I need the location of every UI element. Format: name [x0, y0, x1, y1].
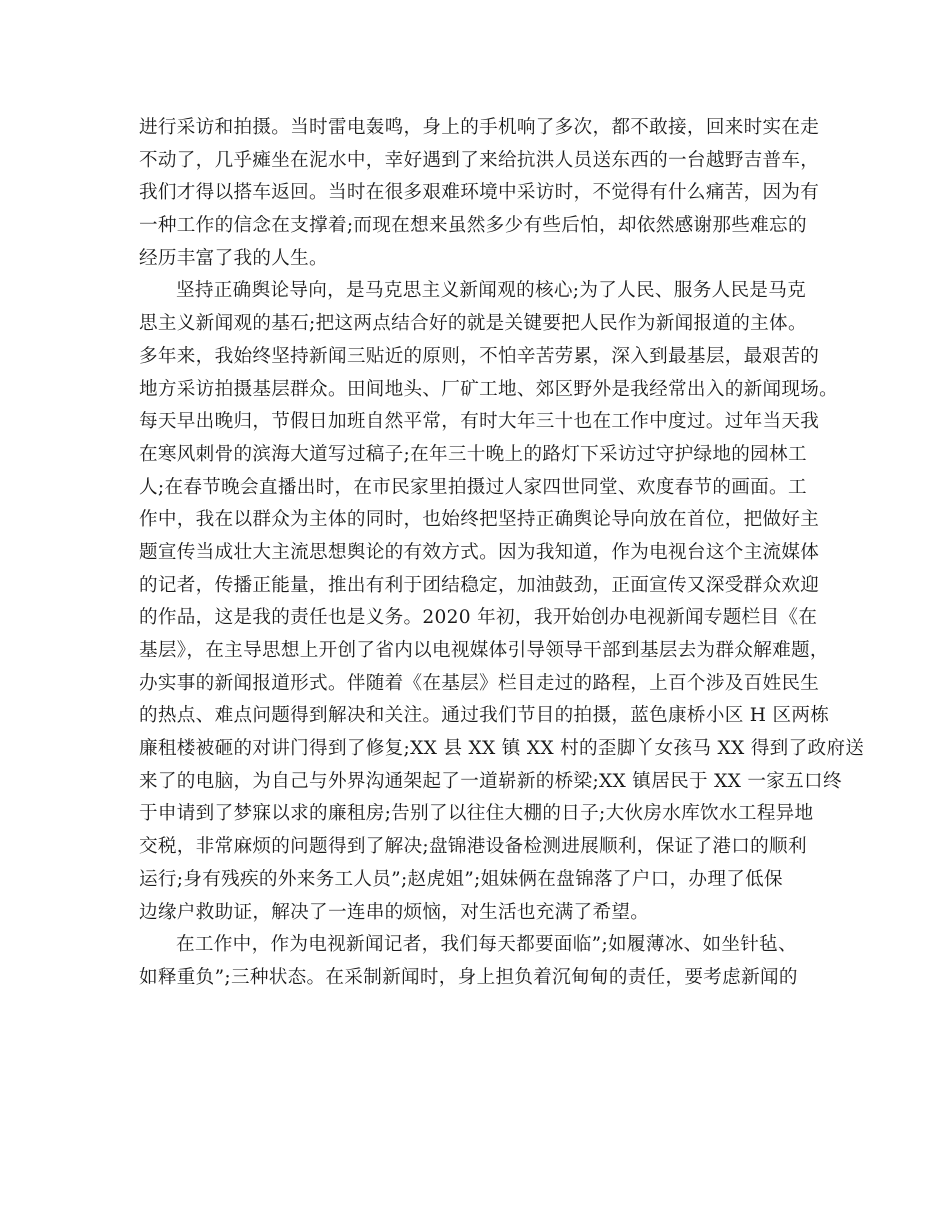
- text-line: 每天早出晚归，节假日加班自然平常，有时大年三十也在工作中度过。过年当天我: [139, 411, 820, 433]
- text-line: 不动了，几乎瘫坐在泥水中，幸好遇到了来给抗洪人员送东西的一台越野吉普车，: [139, 149, 820, 171]
- text-line: 人;在春节晚会直播出时，在市民家里拍摄过人家四世同堂、欢度春节的画面。工: [139, 476, 807, 498]
- text-line: 在寒风刺骨的滨海大道写过稿子;在年三十晚上的路灯下采访过守护绿地的园林工: [139, 443, 807, 465]
- text-line: 的记者，传播正能量，推出有利于团结稳定，加油鼓劲，正面宣传又深受群众欢迎: [139, 574, 820, 596]
- text-line: 我们才得以搭车返回。当时在很多艰难环境中采访时，不觉得有什么痛苦，因为有: [139, 182, 820, 204]
- text-line: 思主义新闻观的基石;把这两点结合好的就是关键要把人民作为新闻报道的主体。: [139, 313, 807, 335]
- text-line: 于申请到了梦寐以求的廉租房;告别了以往住大棚的日子;大伙房水库饮水工程异地: [139, 803, 814, 825]
- paragraph: [139, 929, 815, 994]
- text-line: 来了的电脑，为自己与外界沟通架起了一道崭新的桥梁;XX 镇居民于 XX 一家五口终: [139, 770, 842, 792]
- body-text: [139, 112, 865, 995]
- text-line: 廉租楼被砸的对讲门得到了修复;XX 县 XX 镇 XX 村的歪脚丫女孩马 XX 得到了政府送: [139, 738, 865, 760]
- text-line: 多年来，我始终坚持新闻三贴近的原则，不怕辛苦劳累，深入到最基层，最艰苦的: [139, 345, 820, 367]
- text-line: 经历丰富了我的人生。: [139, 247, 328, 269]
- text-line: 的作品，这是我的责任也是义务。2020 年初，我开始创办电视新闻专题栏目《在: [139, 607, 818, 629]
- text-line: 作中，我在以群众为主体的同时，也始终把坚持正确舆论导向放在首位，把做好主: [139, 509, 820, 531]
- text-line: 如释重负”;三种状态。在采制新闻时，身上担负着沉甸甸的责任，要考虑新闻的: [139, 966, 798, 988]
- text-line: 边缘户救助证，解决了一连串的烦恼，对生活也充满了希望。: [139, 901, 650, 923]
- paragraph: [139, 112, 820, 275]
- text-line: 交税，非常麻烦的问题得到了解决;盘锦港设备检测进展顺利，保证了港口的顺利: [139, 836, 807, 858]
- text-line: 基层》，在主导思想上开创了省内以电视媒体引导领导干部到基层去为群众解难题，: [139, 640, 829, 661]
- text-line: 题宣传当成壮大主流思想舆论的有效方式。因为我知道，作为电视台这个主流媒体: [139, 541, 820, 563]
- text-line: 在工作中，作为电视新闻记者，我们每天都要面临”;如履薄冰、如坐针毡、: [176, 934, 797, 956]
- text-line: 运行;身有残疾的外来务工人员”;赵虎姐”;姐妹俩在盘锦落了户口，办理了低保: [139, 868, 783, 890]
- text-line: 办实事的新闻报道形式。伴随着《在基层》栏目走过的路程，上百个涉及百姓民生: [139, 672, 820, 694]
- text-line: 坚持正确舆论导向，是马克思主义新闻观的核心;为了人民、服务人民是马克: [176, 280, 807, 302]
- text-line: 的热点、难点问题得到解决和关注。通过我们节目的拍摄，蓝色康桥小区 H 区两栋: [139, 705, 830, 727]
- text-line: 一种工作的信念在支撑着;而现在想来虽然多少有些后怕，却依然感谢那些难忘的: [139, 215, 807, 237]
- text-line: 进行采访和拍摄。当时雷电轰鸣，身上的手机响了多次，都不敢接，回来时实在走: [139, 117, 820, 138]
- text-line: 地方采访拍摄基层群众。田间地头、厂矿工地、郊区野外是我经常出入的新闻现场。: [139, 378, 839, 400]
- paragraph: [139, 275, 865, 929]
